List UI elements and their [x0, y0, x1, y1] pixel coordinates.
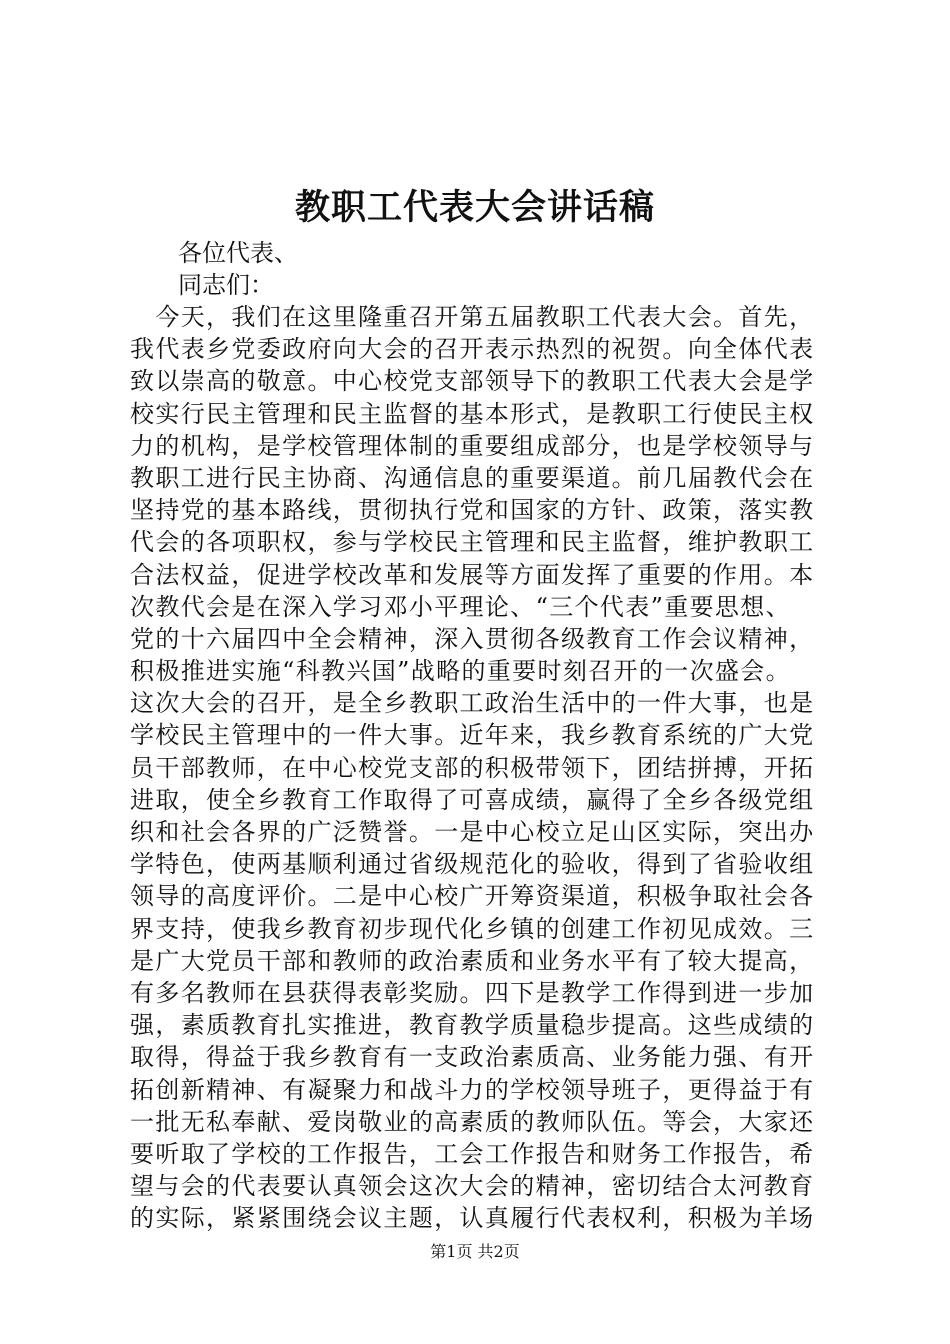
body-line: 有多名教师在县获得表彰奖励。四下是教学工作得到进一步加: [130, 978, 815, 1007]
body-line: 一批无私奉献、爱岗敬业的高素质的教师队伍。等会，大家还: [130, 1107, 815, 1136]
body-line: 我代表乡党委政府向大会的召开表示热烈的祝贺。向全体代表: [130, 335, 815, 364]
body-line: 进取，使全乡教育工作取得了可喜成绩，赢得了全乡各级党组: [130, 785, 815, 814]
body-line: 这次大会的召开，是全乡教职工政治生活中的一件大事，也是: [130, 689, 815, 718]
body-line: 取得，得益于我乡教育有一支政治素质高、业务能力强、有开: [130, 1043, 815, 1072]
body-line: 坚持党的基本路线，贯彻执行党和国家的方针、政策，落实教: [130, 496, 815, 525]
body-line: 校实行民主管理和民主监督的基本形式，是教职工行使民主权: [130, 399, 815, 428]
body-line: 党的十六届四中全会精神，深入贯彻各级教育工作会议精神，: [130, 624, 815, 653]
body-line: 代会的各项职权，参与学校民主管理和民主监督，维护教职工: [130, 528, 815, 557]
body-line: 织和社会各界的广泛赞誉。一是中心校立足山区实际，突出办: [130, 818, 815, 846]
body-line: 力的机构，是学校管理体制的重要组成部分，也是学校领导与: [130, 431, 815, 460]
body-line: 界支持，使我乡教育初步现代化乡镇的创建工作初见成效。三: [130, 914, 815, 943]
body-line: 致以崇高的敬意。中心校党支部领导下的教职工代表大会是学: [130, 367, 815, 396]
body-line: 是广大党员干部和教师的政治素质和业务水平有了较大提高，: [130, 946, 815, 975]
body-line: 教职工进行民主协商、沟通信息的重要渠道。前几届教代会在: [130, 463, 815, 492]
page-footer: 第1页 共2页: [430, 1242, 520, 1261]
document-title: 教职工代表大会讲话稿: [294, 187, 655, 228]
body-line: 望与会的代表要认真领会这次大会的精神，密切结合太河教育: [130, 1172, 815, 1201]
body-line: 的实际，紧紧围绕会议主题，认真履行代表权利，积极为羊场: [130, 1204, 815, 1233]
body-line: 合法权益，促进学校改革和发展等方面发挥了重要的作用。本: [130, 560, 815, 589]
body-line: 要听取了学校的工作报告，工会工作报告和财务工作报告，希: [130, 1139, 815, 1168]
salutation-comrades: 同志们：: [178, 271, 274, 299]
speech-body: [130, 301, 840, 1234]
body-line: 员干部教师，在中心校党支部的积极带领下，团结拼搏，开拓: [130, 753, 815, 782]
body-line: 学特色，使两基顺利通过省级规范化的验收，得到了省验收组: [130, 850, 815, 879]
body-line: 学校民主管理中的一件大事。近年来，我乡教育系统的广大党: [130, 721, 815, 750]
salutation-representatives: 各位代表、: [178, 239, 298, 267]
body-line: 积极推进实施“科教兴国”战略的重要时刻召开的一次盛会。: [130, 657, 791, 686]
body-line: 拓创新精神、有凝聚力和战斗力的学校领导班子，更得益于有: [130, 1075, 815, 1104]
body-line: 领导的高度评价。二是中心校广开筹资渠道，积极争取社会各: [130, 882, 815, 911]
body-line: 次教代会是在深入学习邓小平理论、“三个代表”重要思想、: [130, 592, 791, 621]
body-line: 今天，我们在这里隆重召开第五届教职工代表大会。首先，: [130, 303, 815, 331]
body-line: 强，素质教育扎实推进，教育教学质量稳步提高。这些成绩的: [130, 1011, 815, 1040]
